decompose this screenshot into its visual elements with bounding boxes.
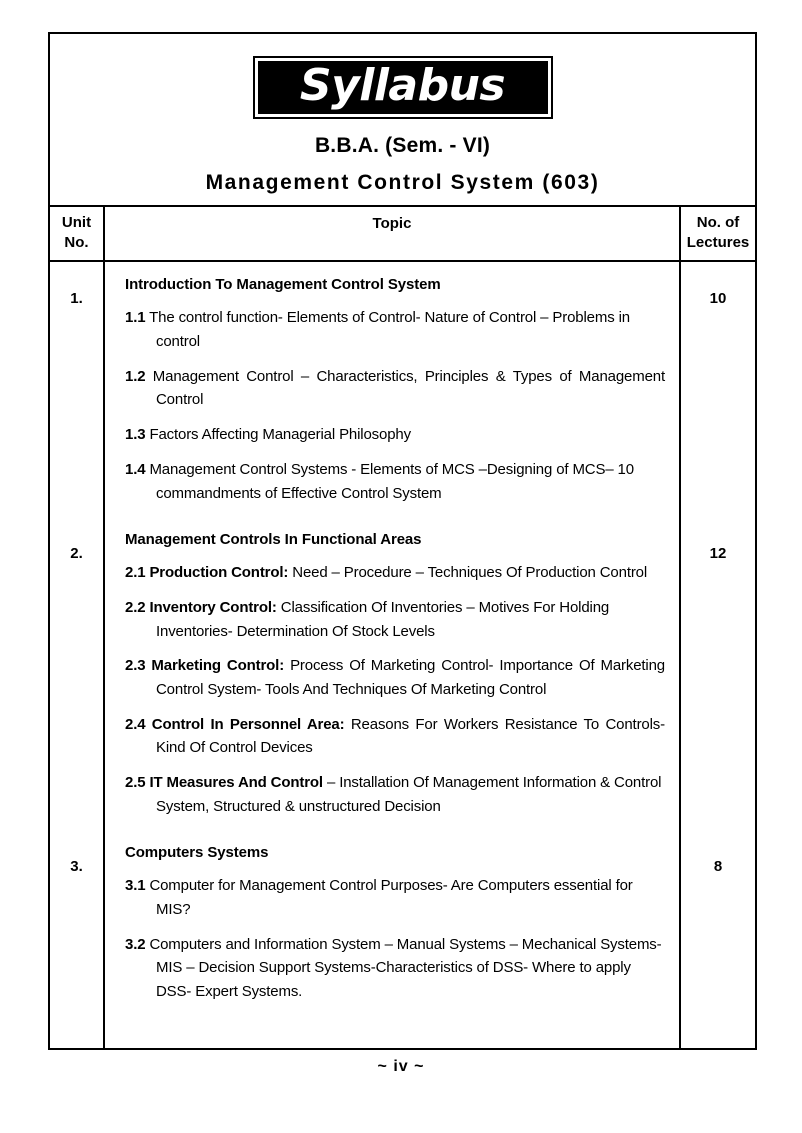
column-header-lectures-line1: No. of (696, 213, 740, 231)
unit-title: Management Controls In Functional Areas (125, 531, 422, 549)
unit-item-text: Computers and Information System – Manual Systems – Mechanical Systems- MIS – Decision Support Systems-Characteristics of DSS- Where to apply DSS- Expert Systems. (149, 935, 662, 1001)
unit-item (125, 771, 665, 818)
unit-item-text: Need – Procedure – Techniques Of Production Control (292, 564, 648, 582)
unit-item-number: 1.3 (125, 426, 146, 444)
unit-no-value: 3. (70, 858, 83, 876)
unit-title: Introduction To Management Control System (125, 276, 441, 294)
title-band (50, 34, 755, 207)
unit-item-text: The control function- Elements of Control- Nature of Control – Problems in control (149, 309, 630, 351)
unit-item-number: 1.4 (125, 460, 146, 478)
unit-item-text: – Installation Of Management Information & Control System, Structured & unstructured Decision (156, 774, 662, 815)
unit-item (125, 458, 665, 505)
column-header-lectures-line2: Lectures (686, 234, 750, 252)
unit-block (125, 276, 665, 505)
unit-item (125, 713, 665, 760)
unit-item (125, 933, 665, 1004)
unit-block (125, 844, 665, 1003)
unit-item (125, 654, 665, 701)
unit-item-lead: IT Measures And Control (149, 774, 323, 791)
unit-item-text: Classification Of Inventories – Motives For Holding Inventories- Determination Of Stock Levels (156, 598, 610, 640)
unit-no-value: 1. (70, 290, 83, 308)
unit-item-text: Factors Affecting Managerial Philosophy (149, 426, 411, 444)
unit-item (125, 596, 665, 643)
unit-block (125, 531, 665, 818)
unit-item-text: Computer for Management Control Purposes- Are Computers essential for MIS? (149, 877, 633, 919)
unit-item-number: 2.4 (125, 715, 146, 733)
unit-item-number: 3.2 (125, 935, 146, 953)
unit-item (125, 365, 665, 412)
unit-item (125, 561, 665, 585)
topic-column (105, 262, 679, 1047)
unit-title: Computers Systems (125, 844, 269, 862)
unit-item-number: 2.5 (125, 774, 146, 791)
unit-item-text: Management Control – Characteristics, Principles & Types of Management Control (152, 367, 665, 409)
lectures-column (679, 262, 755, 1047)
lectures-value: 12 (709, 545, 727, 563)
unit-item-number: 3.1 (125, 877, 146, 895)
unit-item-lead: Control In Personnel Area: (151, 715, 345, 733)
unit-item-number: 2.2 (125, 598, 146, 616)
column-header-unit-no-line1: Unit (61, 213, 92, 231)
unit-item-lead: Production Control: (149, 564, 289, 582)
unit-item (125, 423, 665, 447)
page-footer: ~ iv ~ (377, 1058, 425, 1075)
lectures-value: 8 (713, 858, 723, 876)
syllabus-banner (253, 56, 553, 119)
unit-no-stack (50, 276, 103, 1047)
column-header-unit-no-line2: No. (64, 234, 89, 252)
unit-item-lead: Inventory Control: (149, 598, 277, 616)
syllabus-table (48, 32, 757, 1050)
unit-item (125, 306, 665, 353)
unit-item-number: 2.3 (125, 657, 146, 675)
unit-item-text: Reasons For Workers Resistance To Controls- Kind Of Control Devices (156, 715, 665, 757)
subject-line: Management Control System (603) (205, 170, 600, 194)
unit-item-number: 2.1 (125, 564, 146, 582)
unit-item (125, 874, 665, 921)
unit-no-value: 2. (70, 545, 83, 563)
unit-no-column (50, 262, 105, 1047)
column-header-unit-no (50, 207, 105, 261)
column-header-lectures (679, 207, 755, 261)
unit-item-text: Process Of Marketing Control- Importance Of Marketing Control System- Tools And Techniques Of Marketing Control (156, 657, 665, 698)
unit-item-text: Management Control Systems - Elements of MCS –Designing of MCS– 10 commandments of Effective Control System (149, 460, 634, 502)
unit-item-number: 1.1 (125, 309, 146, 327)
syllabus-banner-text: Syllabus (258, 61, 548, 114)
table-body-row (50, 262, 755, 1047)
column-header-topic: Topic (372, 214, 412, 232)
unit-item-number: 1.2 (125, 367, 146, 385)
lectures-value: 10 (709, 290, 727, 308)
unit-item-lead: Marketing Control: (151, 657, 285, 675)
lectures-stack (681, 276, 755, 1047)
table-header-row (50, 207, 755, 263)
degree-line: B.B.A. (Sem. - VI) (314, 133, 491, 157)
